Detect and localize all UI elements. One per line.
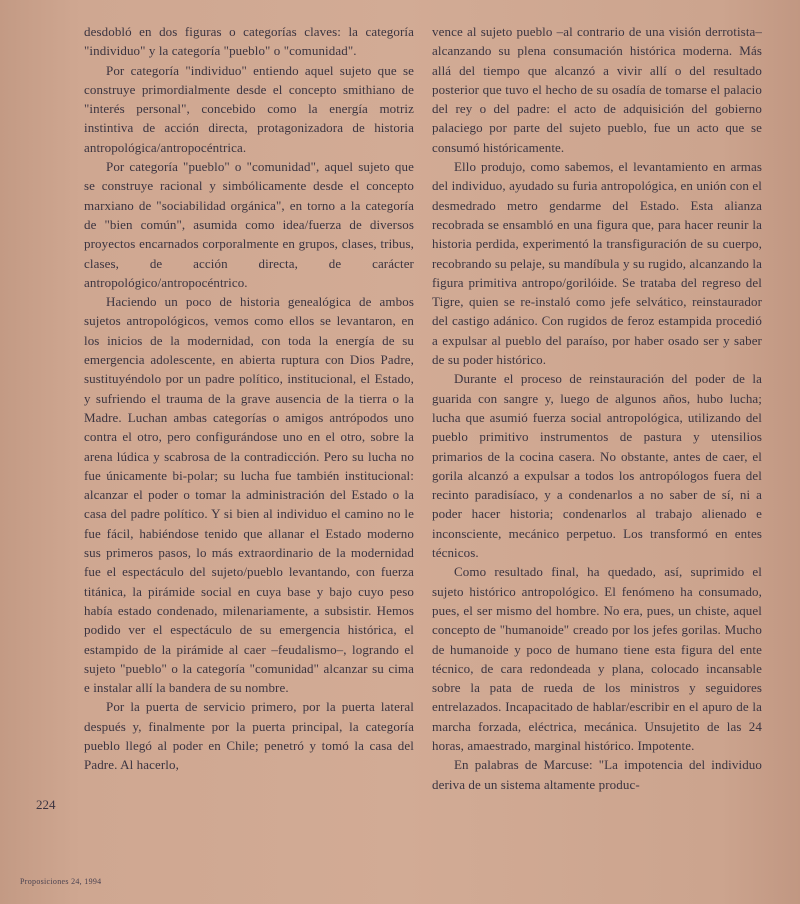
paragraph: En palabras de Marcuse: "La impotencia del individuo deriva de un sistema altamente produc- [432,757,762,792]
paragraph: Por la puerta de servicio primero, por la puerta lateral después y, finalmente por la puerta principal, la categoría pueblo llegó al poder en Chile; penetró y tomó la casa del Padre. Al hacerlo, [84,699,414,773]
paragraph: vence al sujeto pueblo –al contrario de una visión derrotista– alcanzando su plena consumación histórica moderna. Más allá del tiempo que alcanzó a vivir allí o del resultado posterior que tuvo el hecho de su osadía de tomarse el palacio del rey o del padre: el acto de adquisición del gobierno palaciego por parte del sujeto pueblo, fue un acto que se consumó históricamente. [432,24,762,155]
page-number: 224 [36,797,56,812]
paragraph: Haciendo un poco de historia genealógica de ambos sujetos antropológicos, vemos como ellos se levantaron, en los inicios de la modernidad, con toda la energía de su emergencia adolescente, en abierta ruptura con Dios Padre, sustituyéndolo por un padre político, institucional, el Estado, y sufriendo el trauma de la grave ausencia de la tierra o la Madre. Luchan ambas categorías o amigos antrópodos uno contra el otro, pero configurándose uno en el otro, sobre la arena lúdica y scabrosa de la contradicción. Pero su lucha no fue únicamente bi-polar; su lucha fue también institucional: alcanzar el poder o tomar la administración del Estado o la casa del padre político. Y si bien al individuo el camino no le fue fácil, habiéndose tenido que allanar el Estado moderno sus primeros pasos, lo más extraordinario de la modernidad fue el espectáculo del sujeto/pueblo levantando, con fuerza titánica, la pirámide social en cuya base y bajo cuyo peso había estado condenado, milenariamente, a subsistir. Hemos podido ver el espectáculo de su emergencia histórica, el estampido de la pirámide al caer –feudalismo–, logrando el sujeto "pueblo" o la categoría "comunidad" alcanzar su cima e instalar allí la bandera de su nombre. [84,294,414,696]
paragraph: desdobló en dos figuras o categorías claves: la categoría "individuo" y la categoría "pueblo" o "comunidad". [84,24,414,59]
paragraph: Por categoría "individuo" entiendo aquel sujeto que se construye primordialmente desde el concepto smithiano de "interés personal", concebido como la energía motriz instintiva de acción directa, protagonizadora de historia antropológica/antropocéntrica. [84,62,414,155]
paragraph: Durante el proceso de reinstauración del poder de la guarida con sangre y, luego de algunos años, hubo lucha; lucha que asumió fuerza social antropológica, utilizando del pueblo primitivo instrumentos de pastura y utensilios primarios de la cocina casera. No obstante, antes de caer, el gorila alcanzó a expulsar a todos los antropólogos fuera del recinto paradisíaco, y a condenarlos a no saber de sí, ni a poder hacer historia; condenarlos al trabajo alienado e inconsciente, mecánico perpetuo. Los transformó en entes técnicos. [432,371,762,561]
paragraph: Ello produjo, como sabemos, el levantamiento en armas del individuo, ayudado su furia antropológica, en unión con el desmedrado metro gendarme del Estado. Esta alianza recobrada se ensambló en una figura que, para hacer reunir la historia perdida, experimentó la transfiguración de su cuerpo, recobrando su pelaje, su mandíbula y su rugido, alcanzando la figura primitiva antropo/gorilóide. Se trataba del regreso del Tigre, quien se re-instaló como jefe selvático, reinstaurador del castigo adánico. Con rugidos de feroz estampida procedió a expulsar al pueblo del paraíso, por haber osado ser y saber de su poder histórico. [432,159,762,368]
running-footer: Proposiciones 24, 1994 [20,877,102,886]
left-column [84,22,414,775]
right-column [432,22,762,794]
paragraph: Como resultado final, ha quedado, así, suprimido el sujeto histórico antropológico. El fenómeno ha consumado, pues, el ser mismo del hombre. No era, pues, un chiste, aquel concepto de "humanoide" creado por los jefes gorilas. Mucho de humanoide y poco de humano tiene esta figura del ente técnico, de cara redondeada y plana, colocado incansable sobre la pata de rueda de los ministros y seguidores entrelazados. Incapacitado de hablar/escribir en el apuro de la marcha forzada, eléctrica, mecánica. Unsujetito de las 24 horas, amaestrado, marginal histórico. Impotente. [432,564,762,753]
paragraph: Por categoría "pueblo" o "comunidad", aquel sujeto que se construye racional y simbólicamente desde el concepto marxiano de "sociabilidad orgánica", en torno a la categoría de "bien común", asumida como idea/fuerza de diversos proyectos encarnados corporalmente en grupos, clases, tribus, clases, de acción directa, de carácter antropológico/antropocéntrico. [84,159,414,290]
